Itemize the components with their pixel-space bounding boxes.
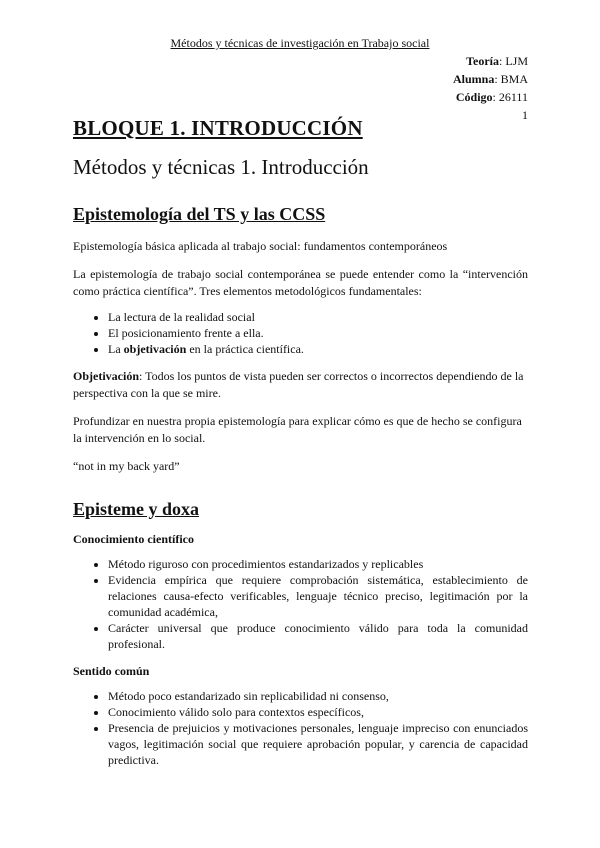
- objetivacion-label: Objetivación: [73, 369, 139, 383]
- alumna-label: Alumna: [452, 72, 495, 86]
- section-title-epistemologia: Epistemología del TS y las CCSS: [73, 204, 326, 224]
- codigo-line: [453, 88, 528, 106]
- list-item: • Evidencia empírica que requiere comprobación sistemática, establecimiento de relaciones causa-efecto verificables, lenguaje técnico preciso, legitimación por la comunidad académica,: [108, 572, 528, 620]
- alumna-line: [453, 70, 528, 88]
- objetivacion-text: : Todos los puntos de vista pueden ser correctos o incorrectos dependiendo de la perspectiva con la que se mire.: [73, 369, 524, 400]
- list-item-text: La: [108, 342, 124, 356]
- metadata-block: [453, 52, 528, 124]
- course-header: Métodos y técnicas de investigación en Trabajo social: [170, 36, 430, 50]
- paragraph: Profundizar en nuestra propia epistemología para explicar cómo es que de hecho se configura la intervención en lo social.: [73, 414, 522, 445]
- list-item: [108, 341, 528, 357]
- codigo-value: : 26111: [492, 90, 528, 104]
- subheading-sentido-comun: Sentido común: [73, 664, 150, 678]
- alumna-value: : BMA: [494, 72, 528, 86]
- list-item: • Método riguroso con procedimientos estandarizados y replicables: [108, 556, 528, 572]
- subheading-conocimiento: Conocimiento científico: [73, 532, 194, 546]
- list-item-text: en la práctica científica.: [186, 342, 304, 356]
- bullet-list: [73, 688, 528, 768]
- quote-paragraph: “not in my back yard”: [73, 459, 180, 473]
- section-title-episteme: Episteme y doxa: [73, 499, 199, 519]
- list-item-bold: objetivación: [123, 342, 187, 356]
- list-item: • Presencia de prejuicios y motivaciones personales, lenguaje impreciso con enunciados vagos, legitimación social que requiere aprobación popular, y carencia de capacidad predictiva.: [108, 720, 528, 768]
- paragraph: La epistemología de trabajo social contemporánea se puede entender como la “intervención como práctica científica”. Tres elementos metodológicos fundamentales:: [73, 267, 528, 298]
- list-item: • La lectura de la realidad social: [108, 309, 528, 325]
- list-item: • Conocimiento válido solo para contextos específicos,: [108, 704, 528, 720]
- teoria-value: : LJM: [498, 54, 528, 68]
- list-item: • El posicionamiento frente a ella.: [108, 325, 528, 341]
- list-item: • Carácter universal que produce conocimiento válido para toda la comunidad profesional.: [108, 620, 528, 652]
- main-content: [73, 116, 528, 768]
- teoria-label: Teoría: [466, 54, 499, 68]
- teoria-line: [453, 52, 528, 70]
- page-number: 1: [522, 108, 528, 122]
- page-subtitle: Métodos y técnicas 1. Introducción: [73, 155, 369, 179]
- paragraph: Epistemología básica aplicada al trabajo social: fundamentos contemporáneos: [73, 239, 448, 253]
- bullet-list: [73, 309, 528, 357]
- block-title: BLOQUE 1. INTRODUCCIÓN: [73, 116, 363, 140]
- bullet-list: [73, 556, 528, 652]
- codigo-label: Código: [455, 90, 493, 104]
- list-item: • Método poco estandarizado sin replicabilidad ni consenso,: [108, 688, 528, 704]
- objetivacion-paragraph: [73, 368, 528, 402]
